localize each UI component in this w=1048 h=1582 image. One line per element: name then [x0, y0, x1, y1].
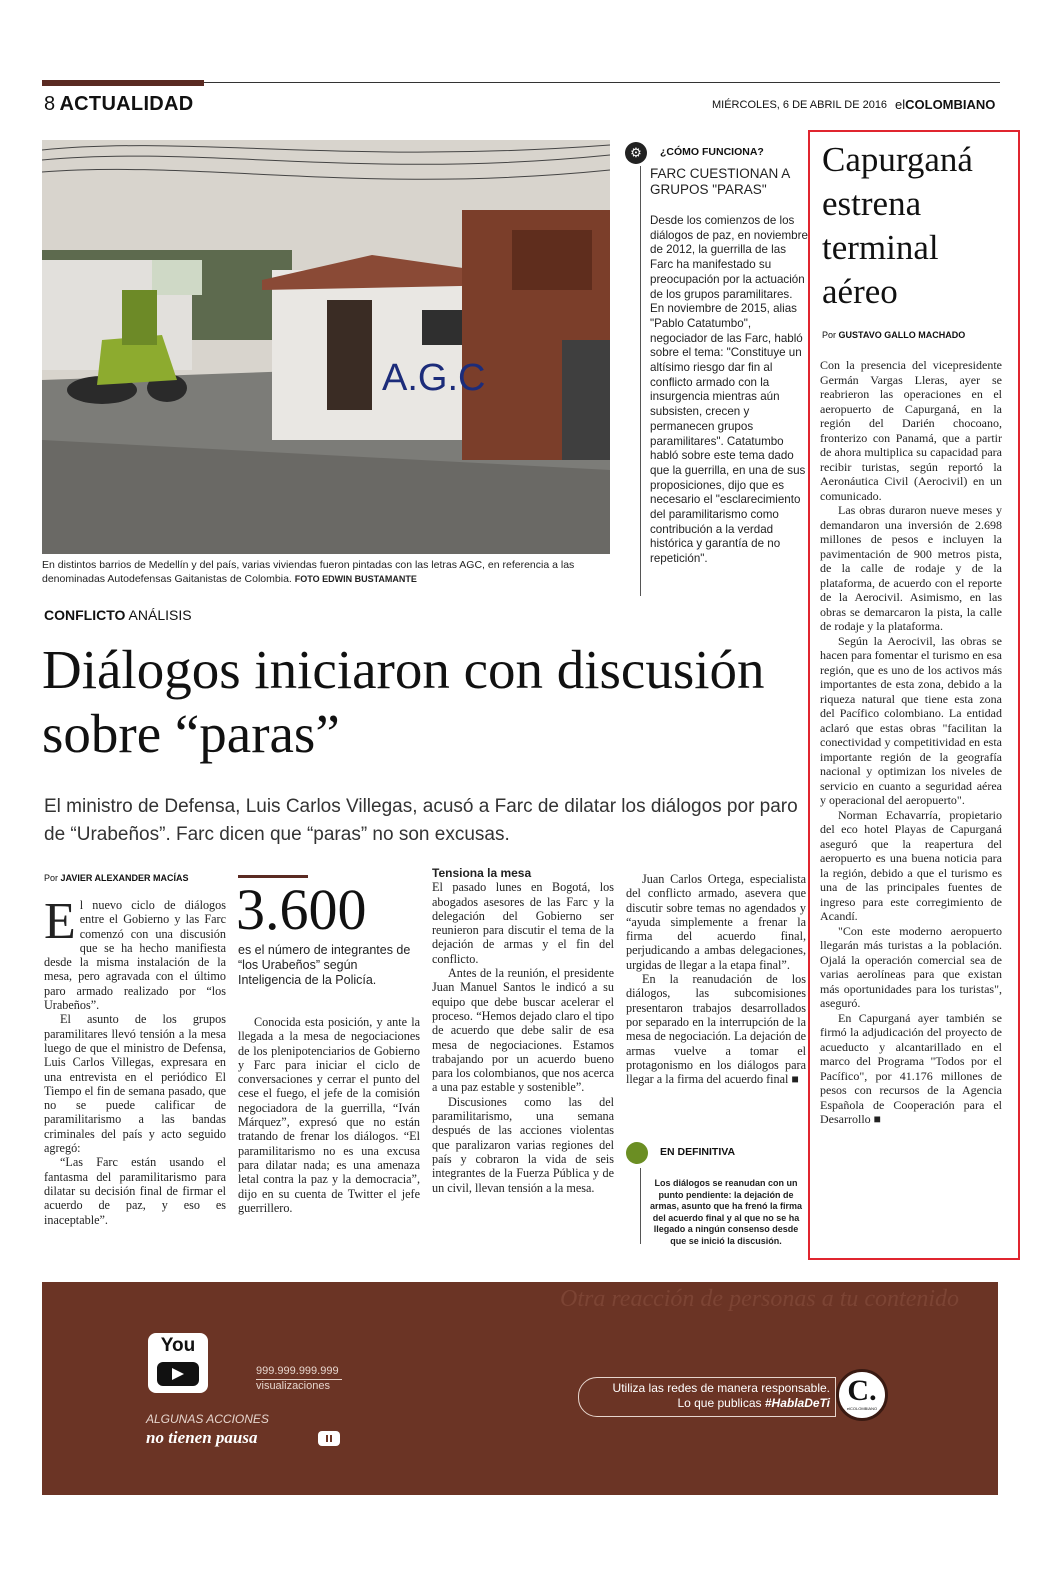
- article-standfirst: El ministro de Defensa, Luis Carlos Villegas, acusó a Farc de dilatar los diálogos por paro de “Urabeños”. Farc dicen que “paras” no son excusas.: [44, 796, 798, 845]
- paragraph-text: l nuevo ciclo de diálogos entre el Gobierno y las Farc comenzó con una discusión que se ha hecho manifiesta desde la misma instalación de la mesa, pero agravada con el último paro armado realizado por “los Urabeños”.: [44, 898, 226, 1013]
- article-paragraph: En la reanudación de los diálogos, las subcomisiones presentaron trabajos desarrollados por separado en la interrupción de la mesa de negociación. La dejación de armas vuelve a tomar el protagonismo en los diálogos para llegar a la firma del acuerdo final ■: [626, 972, 806, 1087]
- responsible-message-line1: Utiliza las redes de manera responsable.: [612, 1381, 830, 1395]
- views-label: visualizaciones: [256, 1380, 330, 1392]
- article-paragraph: El asunto de los grupos paramilitares llevó tensión a la mesa luego de que el ministro de Defensa, Luis Carlos Villegas, expresara en una entrevista en el periódico El Tiempo el fin de semana pasado, que no se puede calificar de paramilitarismo a las bandas criminales del país y acto seguido agregó:: [44, 1012, 226, 1156]
- capurgana-paragraph: Con la presencia del vicepresidente Germán Vargas Lleras, ayer se reabrieron las operaciones en el aeropuerto de Capurganá, en la región del Darién chocoano, fronterizo con Panamá, que a partir de ahora multiplica su capacidad para recibir turistas, según reportó la Aeronáutica Civil (Aerocivil) en un comunicado.: [820, 358, 1002, 503]
- sidebar-title: FARC CUESTIONAN A GRUPOS "PARAS": [650, 166, 790, 197]
- capurgana-paragraph: "Con este moderno aeropuerto llegarán más turistas a la población. Ojalá la operación comercial sea de varias aerolíneas para que existan más oportunidades para los turistas", aseguró.: [820, 923, 1002, 1010]
- play-triangle-icon: [172, 1368, 184, 1380]
- stat-number: 3.600: [236, 877, 367, 942]
- article-paragraph: “Las Farc están usando el fantasma del paramilitarismo para dilatar su decisión final de firmar el acuerdo de paz, y eso es inaceptable”.: [44, 1155, 226, 1227]
- gears-icon: ⚙: [625, 142, 647, 164]
- capurgana-paragraph: Norman Echavarría, propietario del eco hotel Playas de Capurganá aseguró que la reapertura del aeropuerto es una buena noticia para la región, debido a que el turismo es una de las principales fuentes de ingreso para este corregimiento de Acandí.: [820, 807, 1002, 923]
- article-column-4: [626, 872, 806, 1086]
- sidebar-divider: [640, 166, 641, 596]
- article-kicker: [44, 607, 192, 623]
- article-paragraph: Discusiones como las del paramilitarismo, una semana después de las acciones violentas que paralizaron varias regiones del país y cobraron la vida de seis integrantes de la Fuerza Pública y de un civil, llevan tensión a la mesa.: [432, 1094, 614, 1195]
- responsible-prefix: Lo que publicas: [677, 1396, 762, 1410]
- section-header: [44, 93, 194, 116]
- pause-icon: [318, 1431, 340, 1446]
- definitiva-body: Los diálogos se reanudan con un punto pendiente: la dejación de armas, asunto que ha frenó la firma del acuerdo final y al que no se ha llegado a ningún consenso desde que se inició la discusión.: [649, 1178, 803, 1246]
- article-column-1: [44, 893, 226, 1227]
- byline-name: JAVIER ALEXANDER MACÍAS: [60, 873, 189, 883]
- byline-name: GUSTAVO GALLO MACHADO: [838, 330, 966, 340]
- brand-prefix: el: [895, 97, 906, 112]
- definitiva-icon: [626, 1142, 648, 1164]
- capurgana-paragraph: Las obras duraron nueve meses y demandaron una inversión de 2.698 millones de pesos e incluyen la pavimentación de 900 metros pista, de la calle de rodaje y de la plataforma, de acuerdo con el reporte de la Aerocivil. Asimismo, en las obras se demarcaron la pista, la calle de rodaje y la plataforma.: [820, 503, 1002, 633]
- article-paragraph: Antes de la reunión, el presidente Juan Manuel Santos le indicó a su equipo que debe buscar acelerar el proceso. “Hemos dejado claro el tipo de acuerdo que debe salir de esa mesa de negociaciones. Estamos trabajando por un acuerdo bueno para los colombianos, que nos acerca a una paz estable y sostenible”.: [432, 966, 614, 1095]
- photo-caption: [42, 558, 612, 586]
- sidebar-body: Desde los comienzos de los diálogos de paz, en noviembre de 2012, la guerrilla de las Farc ha manifestado su preocupación por la actuación de los grupos paramilitares. En noviembre de 2015, alias "Pablo Catatumbo", negociador de las Farc, habló sobre el tema: "Constituye un altísimo riesgo dar fin al conflicto armado con la insurgencia mientras aún subsisten, crecen y permanecen grupos paramilitares". Catatumbo habló sobre este tema dado que la guerrilla, en una de sus proposiciones, dijo que es necesario el "esclarecimiento del paramilitarismo como contribución a la verdad histórica y garantía de no repetición".: [650, 214, 808, 566]
- definitiva-divider: [640, 1168, 641, 1244]
- capurgana-byline: [822, 330, 965, 340]
- capurgana-headline: Capurganá estrena terminal aéreo: [822, 140, 973, 311]
- logo-subtext: elCOLOMBIANO: [846, 1406, 878, 1411]
- definitiva-title: EN DEFINITIVA: [660, 1146, 736, 1158]
- kicker-rest: ANÁLISIS: [128, 607, 192, 623]
- article-headline: Diálogos iniciaron con discusión sobre “paras”: [42, 639, 765, 764]
- section-accent-bar: [42, 80, 204, 86]
- brand-name: COLOMBIANO: [905, 97, 996, 112]
- byline-prefix: Por: [822, 330, 837, 340]
- page-number: 8: [44, 93, 56, 115]
- article-byline: [44, 873, 189, 883]
- byline-prefix: Por: [44, 873, 59, 883]
- article-paragraph: Conocida esta posición, y ante la llegada a la mesa de negociaciones de los plenipotenciarios de Gobierno y Farc para iniciar el ciclo de conversaciones y cerrar el punto del cese el fuego, el jefe de la comisión negociadora de la guerrilla, “Iván Márquez”, expresó que no están tratando de frenar los diálogos. “El paramilitarismo no es una excusa para dilatar nada; es una amenaza letal contra la paz y la democracia”, dijo en su cuenta de Twitter el jefe guerrillero.: [238, 1015, 420, 1215]
- article-column-2: [238, 1015, 420, 1215]
- ad-tagline-small: ALGUNAS ACCIONES: [146, 1412, 269, 1426]
- responsible-message-line2: [586, 1396, 830, 1410]
- article-photo: [42, 140, 610, 554]
- elcolombiano-logo-icon: C.: [836, 1369, 888, 1421]
- article-column-3: [432, 866, 614, 1195]
- sidebar-kicker: ¿CÓMO FUNCIONA?: [660, 146, 764, 158]
- article-paragraph: Juan Carlos Ortega, especialista del conflicto armado, asevera que discutir sobre temas no agendados y “ayuda simplemente a frenar la firma del acuerdo final, perjudicando a ambas delegaciones, urgidas de llegar a la etapa final”.: [626, 872, 806, 972]
- photo-credit: FOTO EDWIN BUSTAMANTE: [294, 574, 417, 584]
- capurgana-body: [820, 358, 1002, 1127]
- ad-tagline-big: no tienen pausa: [146, 1428, 258, 1447]
- drop-cap: E: [44, 893, 76, 950]
- hashtag: #HablaDeTi: [764, 1396, 830, 1410]
- kicker-bold: CONFLICTO: [44, 607, 126, 623]
- youtube-label: You: [160, 1335, 196, 1356]
- dateline: MIÉRCOLES, 6 DE ABRIL DE 2016: [712, 99, 888, 111]
- article-subhead: Tensiona la mesa: [432, 866, 532, 880]
- caption-text: En distintos barrios de Medellín y del país, varias viviendas fueron pintadas con las letras AGC, en referencia a las denominadas Autodefensas Gaitanistas de Colombia.: [42, 559, 575, 585]
- photo-illustration: [42, 140, 610, 554]
- article-paragraph: El pasado lunes en Bogotá, los abogados asesores de las Farc y la delegación del Gobierno ser reunieron para discutir el tema de la dejación de armas y el fin del conflicto.: [432, 880, 614, 966]
- ad-background-text: Otra reacción de personas a tu contenido: [560, 1286, 960, 1312]
- brand-logo: [895, 97, 995, 112]
- article-paragraph: [44, 893, 226, 1013]
- stat-description: es el número de integrantes de “los Urabeños” según Inteligencia de la Policía.: [238, 943, 411, 987]
- section-name: ACTUALIDAD: [59, 93, 194, 115]
- capurgana-paragraph: Según la Aerocivil, las obras se hacen para fomentar el turismo en esa región, que es uno de los activos más importantes de esta zona, debido a la riqueza natural que tiene esta zona del Pacífico colombiano. La entidad aclaró que estas obras "facilitan la conectividad y competitividad en esta importante región de la geografía nacional y optimizan los niveles de servicio en cuanto a seguridad aérea y operacional del aeropuerto".: [820, 633, 1002, 807]
- graffiti-text: A.G.C: [382, 357, 486, 399]
- capurgana-paragraph: En Capurganá ayer también se firmó la adjudicación del proyecto de acueducto y alcantarillado en el marco del Programa "Todos por el Pacífico", por 41.176 millones de pesos con recursos de la Agencia Española de Cooperación para el Desarrollo ■: [820, 1010, 1002, 1126]
- views-count: 999.999.999.999: [256, 1365, 339, 1377]
